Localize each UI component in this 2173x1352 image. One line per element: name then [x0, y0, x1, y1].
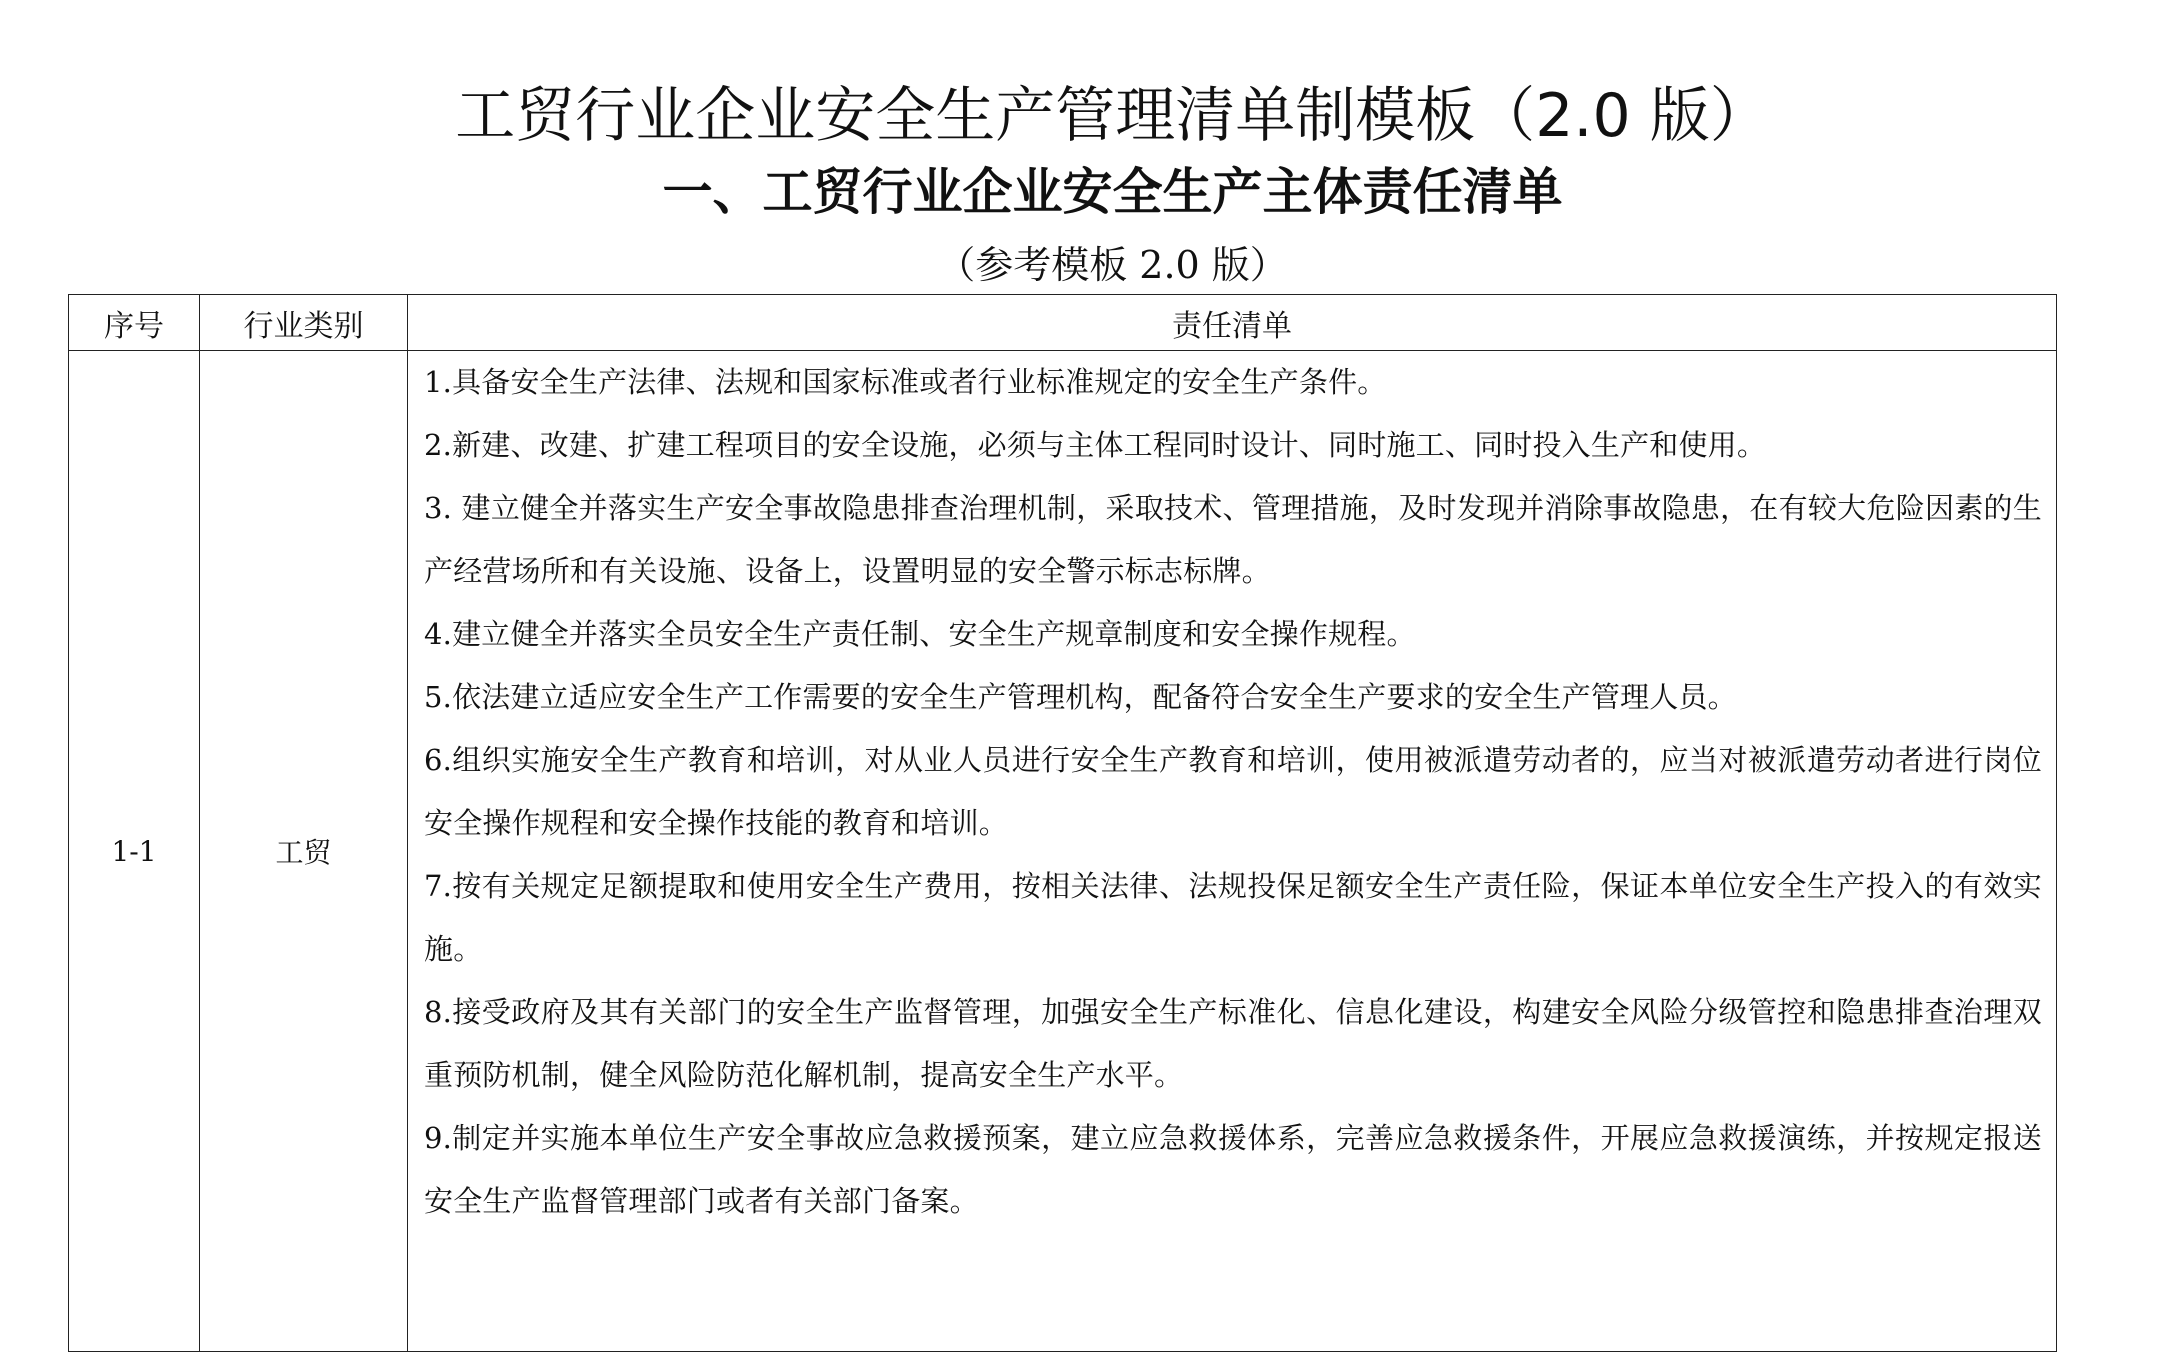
- version-note: （参考模板 2.0 版）: [937, 243, 1288, 287]
- row-index: 1-1: [69, 351, 200, 1352]
- document-title: 工贸行业企业安全生产管理清单制模板（2.0 版）: [455, 81, 1770, 151]
- document-subtitle: 一、工贸行业企业安全生产主体责任清单: [662, 163, 1563, 221]
- responsibility-list: [408, 351, 2057, 1352]
- responsibility-item: 1.具备安全生产法律、法规和国家标准或者行业标准规定的安全生产条件。: [424, 365, 1387, 399]
- responsibility-item: 2.新建、改建、扩建工程项目的安全设施，必须与主体工程同时设计、同时施工、同时投入生产和使用。: [424, 428, 1767, 462]
- responsibility-item: 7.按有关规定足额提取和使用安全生产费用，按相关法律、法规投保足额安全生产责任险，保证本单位安全生产投入的有效实施。: [424, 869, 2042, 966]
- table-header-row: [69, 295, 2057, 351]
- header-responsibilities: 责任清单: [408, 295, 2057, 351]
- table-row: [69, 351, 2057, 1352]
- responsibility-item: 8.接受政府及其有关部门的安全生产监督管理，加强安全生产标准化、信息化建设，构建安全风险分级管控和隐患排查治理双重预防机制，健全风险防范化解机制，提高安全生产水平。: [424, 995, 2042, 1092]
- header-index: 序号: [69, 295, 200, 351]
- responsibility-item: 9.制定并实施本单位生产安全事故应急救援预案，建立应急救援体系，完善应急救援条件，开展应急救援演练，并按规定报送安全生产监督管理部门或者有关部门备案。: [424, 1121, 2042, 1218]
- header-category: 行业类别: [200, 295, 408, 351]
- responsibility-item: 6.组织实施安全生产教育和培训，对从业人员进行安全生产教育和培训，使用被派遣劳动者的，应当对被派遣劳动者进行岗位安全操作规程和安全操作技能的教育和培训。: [424, 743, 2042, 840]
- responsibility-item: 3. 建立健全并落实生产安全事故隐患排查治理机制，采取技术、管理措施，及时发现并消除事故隐患，在有较大危险因素的生产经营场所和有关设施、设备上，设置明显的安全警示标志标牌。: [424, 491, 2042, 588]
- responsibility-table: [68, 294, 2057, 1352]
- row-category: 工贸: [200, 351, 408, 1352]
- responsibility-item: 5.依法建立适应安全生产工作需要的安全生产管理机构，配备符合安全生产要求的安全生产管理人员。: [424, 680, 1737, 714]
- responsibility-item: 4.建立健全并落实全员安全生产责任制、安全生产规章制度和安全操作规程。: [424, 617, 1416, 651]
